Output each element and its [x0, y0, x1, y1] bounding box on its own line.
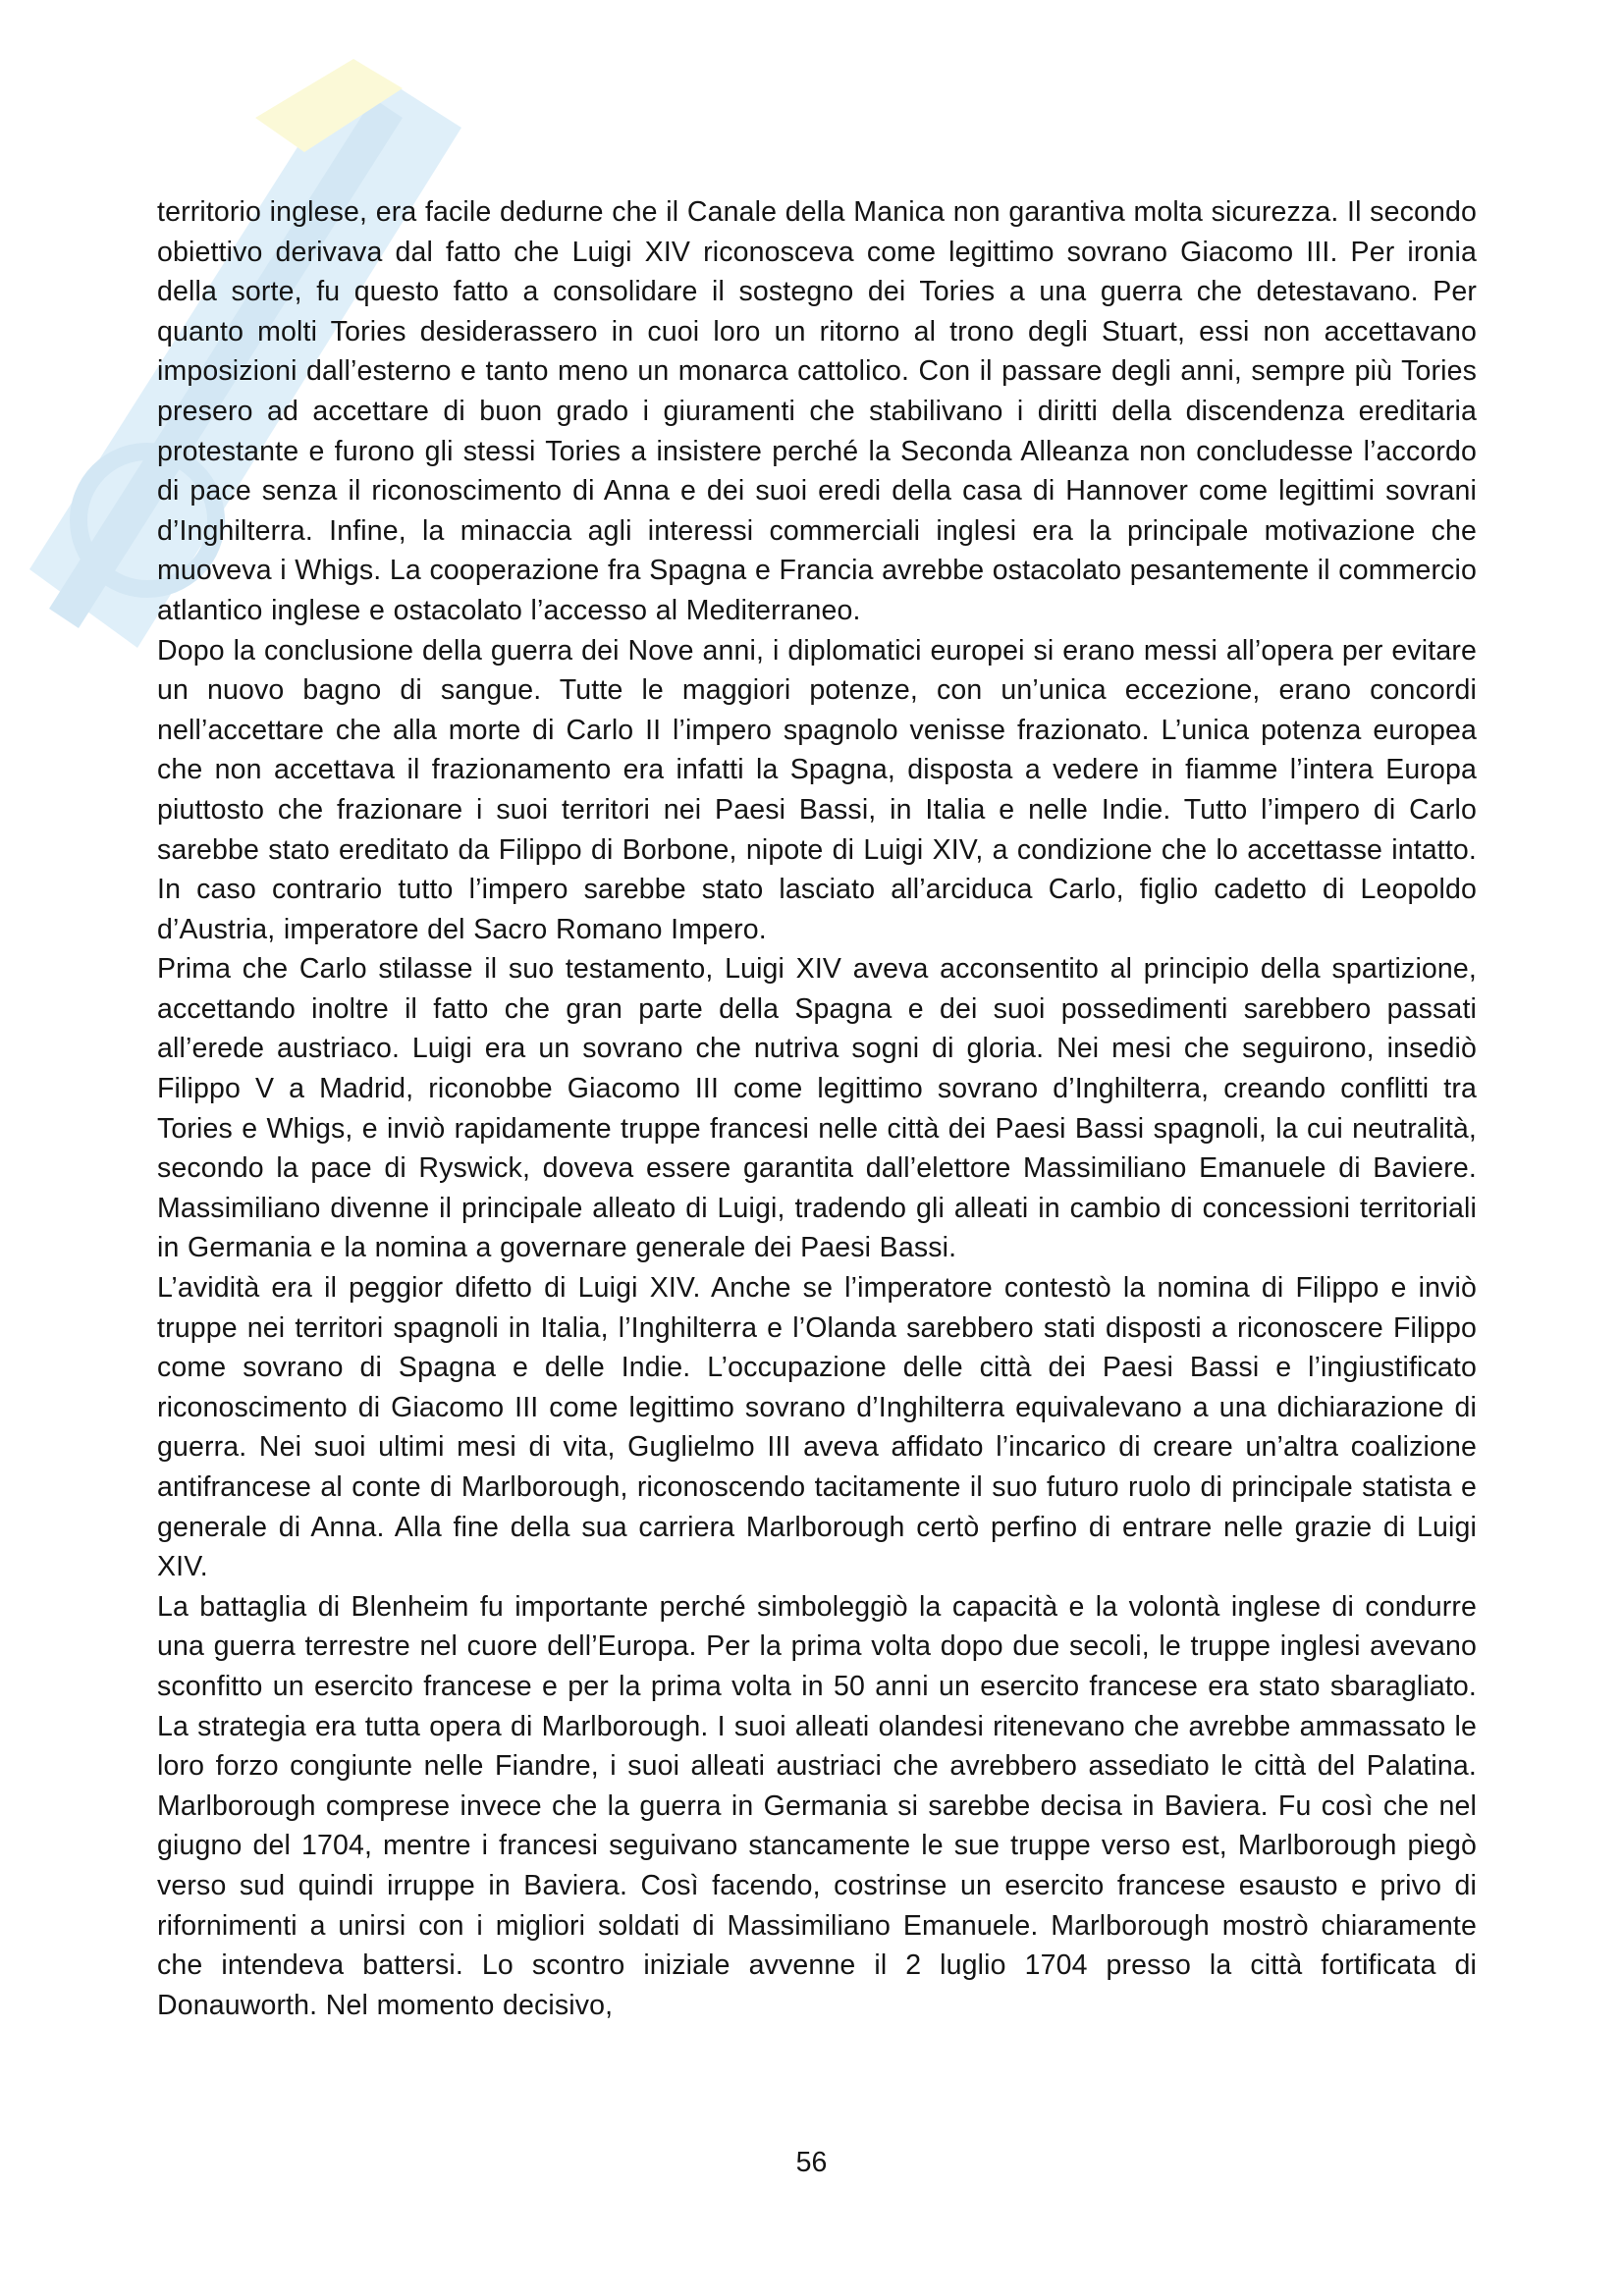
- paragraph-3: Prima che Carlo stilasse il suo testamento, Luigi XIV aveva acconsentito al principio della spartizione, accettando inoltre il fatto che gran parte della Spagna e dei suoi possedimenti sarebbero passati all’erede austriaco. Luigi era un sovrano che nutriva sogni di gloria. Nei mesi che seguirono, insediò Filippo V a Madrid, riconobbe Giacomo III come legittimo sovrano d’Inghilterra, creando conflitti tra Tories e Whigs, e inviò rapidamente truppe francesi nelle città dei Paesi Bassi spagnoli, la cui neutralità, secondo la pace di Ryswick, doveva essere garantita dall’elettore Massimiliano Emanuele di Baviere. Massimiliano divenne il principale alleato di Luigi, tradendo gli alleati in cambio di concessioni territoriali in Germania e la nomina a governare generale dei Paesi Bassi.: [157, 953, 1477, 1264]
- paragraph-5: La battaglia di Blenheim fu importante perché simboleggiò la capacità e la volontà inglese di condurre una guerra terrestre nel cuore dell’Europa. Per la prima volta dopo due secoli, le truppe inglesi avevano sconfitto un esercito francese e per la prima volta in 50 anni un esercito francese era stato sbaragliato. La strategia era tutta opera di Marlborough. I suoi alleati olandesi ritenevano che avrebbe ammassato le loro forzo congiunte nelle Fiandre, i suoi alleati austriaci che avrebbero assediato le città del Palatina. Marlborough comprese invece che la guerra in Germania si sarebbe decisa in Baviera. Fu così che nel giugno del 1704, mentre i francesi seguivano stancamente le sue truppe verso est, Marlborough piegò verso sud quindi irruppe in Baviera. Così facendo, costrinse un esercito francese esausto e privo di rifornimenti a unirsi con i migliori soldati di Massimiliano Emanuele. Marlborough mostrò chiaramente che intendeva battersi. Lo scontro iniziale avvenne il 2 luglio 1704 presso la città fortificata di Donauworth. Nel momento decisivo,: [157, 1590, 1477, 2021]
- document-body: [157, 192, 1477, 2025]
- watermark-yellow-tab: [255, 59, 403, 152]
- paragraph-2: Dopo la conclusione della guerra dei Nove anni, i diplomatici europei si erano messi all’opera per evitare un nuovo bagno di sangue. Tutte le maggiori potenze, con un’unica eccezione, erano concordi nell’accettare che alla morte di Carlo II l’impero spagnolo venisse frazionato. L’unica potenza europea che non accettava il frazionamento era infatti la Spagna, disposta a vedere in fiamme l’intera Europa piuttosto che frazionare i suoi territori nei Paesi Bassi, in Italia e nelle Indie. Tutto l’impero di Carlo sarebbe stato ereditato da Filippo di Borbone, nipote di Luigi XIV, a condizione che lo accettasse intatto. In caso contrario tutto l’impero sarebbe stato lasciato all’arciduca Carlo, figlio cadetto di Leopoldo d’Austria, imperatore del Sacro Romano Impero.: [157, 634, 1477, 945]
- page-number: 56: [795, 2147, 828, 2178]
- paragraph-1: territorio inglese, era facile dedurne che il Canale della Manica non garantiva molta sicurezza. Il secondo obiettivo derivava dal fatto che Luigi XIV riconosceva come legittimo sovrano Giacomo III. Per ironia della sorte, fu questo fatto a consolidare il sostegno dei Tories a una guerra che detestavano. Per quanto molti Tories desiderassero in cuoi loro un ritorno al trono degli Stuart, essi non accettavano imposizioni dall’esterno e tanto meno un monarca cattolico. Con il passare degli anni, sempre più Tories presero ad accettare di buon grado i giuramenti che stabilivano i diritti della discendenza ereditaria protestante e furono gli stessi Tories a insistere perché la Seconda Alleanza non concludesse l’accordo di pace senza il riconoscimento di Anna e dei suoi eredi della casa di Hannover come legittimi sovrani d’Inghilterra. Infine, la minaccia agli interessi commerciali inglesi era la principale motivazione che muoveva i Whigs. La cooperazione fra Spagna e Francia avrebbe ostacolato pesantemente il commercio atlantico inglese e ostacolato l’accesso al Mediterraneo.: [157, 196, 1478, 626]
- paragraph-4: L’avidità era il peggior difetto di Luigi XIV. Anche se l’imperatore contestò la nomina di Filippo e inviò truppe nei territori spagnoli in Italia, l’Inghilterra e l’Olanda sarebbero stati disposti a riconoscere Filippo come sovrano di Spagna e delle Indie. L’occupazione delle città dei Paesi Bassi e l’ingiustificato riconoscimento di Giacomo III come legittimo sovrano d’Inghilterra equivalevano a una dichiarazione di guerra. Nei suoi ultimi mesi di vita, Guglielmo III aveva affidato l’incarico di creare un’altra coalizione antifrancese al conte di Marlborough, riconoscendo tacitamente il suo futuro ruolo di principale statista e generale di Anna. Alla fine della sua carriera Marlborough certò perfino di entrare nelle grazie di Luigi XIV.: [157, 1272, 1477, 1583]
